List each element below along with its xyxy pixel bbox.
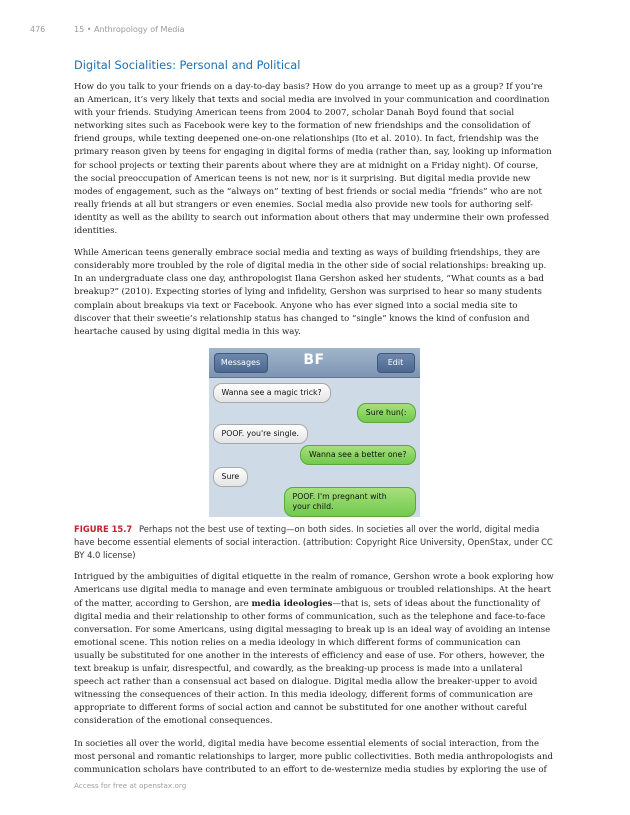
paragraph-3 [74,571,554,728]
figure-label: FIGURE 15.7 [74,523,133,534]
key-term-media-ideologies: media ideologies [251,598,333,609]
figure-caption [74,523,554,563]
footer-link[interactable]: Access for free at openstax.org [74,781,187,790]
messages-back-button: Messages [214,353,268,373]
messages-nav-bar [209,348,420,378]
message-bubble-outgoing: Sure hun(: [357,403,416,423]
message-bubble-incoming: Wanna see a magic trick? [213,383,331,403]
paragraph-3-text-end: —that is, sets of ideas about the functionality of digital media and their relationship to other forms of communication, such as the telephone and face-to-face conversation. For some Americans, using digital messaging to break up is an ideal way of avoiding an intense emotional scene. This notion relies on a media ideology in which different forms of communication can usually be substituted for one another in the interests of efficiency and ease of use. For others, however, the text breakup is unfair, disrespectful, and cowardly, as the breaking-up process is made into a unilateral speech act rather than a consensual act based on dialogue. Digital media allow the breaker-upper to avoid witnessing the consequences of their action. In this media ideology, different forms of communication are appropriate to different forms of social action and cannot be substituted for one another without careful consideration of the emotional consequences. [74,598,551,727]
running-head [30,25,600,34]
page-content [74,58,554,786]
figure-text-conversation [209,348,420,517]
conversation-title: BF [303,351,325,368]
message-bubble-incoming: POOF. you're single. [213,424,309,444]
chapter-title: 15 • Anthropology of Media [74,25,185,34]
caption-text: Perhaps not the best use of texting—on both sides. In societies all over the world, digital media have become essential elements of social interaction. (attribution: Copyright Rice University, OpenStax, under CC BY 4.0 license) [74,523,553,561]
edit-button: Edit [377,353,415,373]
paragraph-1: How do you talk to your friends on a day-to-day basis? How do you arrange to meet up as a group? If you’re an American, it’s very likely that texts and social media are involved in your communication and coordination with your friends. Studying American teens from 2004 to 2007, scholar Danah Boyd found that social networking sites such as Facebook were key to the formation of new friendships and the consolidation of friend groups, while texting deepened one-on-one relationships (Ito et al. 2010). In fact, friendship was the primary reason given by teens for engaging in digital forms of media (rather than, say, looking up information for school projects or texting their parents about where they are at midnight on a Friday night). Of course, the social preoccupation of American teens is not new, nor is it surprising. But digital media provide new modes of engagement, such as the “always on” texting of best friends or social media “friends” who are not really friends at all but strangers or even enemies. Social media also provide new tools for authoring self-identity as well as the ability to search out information about others that may undermine their own professed identities. [74,82,552,237]
paragraph-3-text-start: Intrigued by the ambiguities of digital etiquette in the realm of romance, Gershon wrote a book exploring how Americans use digital media to manage and even terminate ambiguous or troubled relationships. At the heart of the matter, according to Gershon, are [74,572,554,609]
message-bubble-incoming: Sure [213,467,249,487]
section-title: Digital Socialities: Personal and Political [74,58,301,72]
page-number: 476 [30,25,46,34]
message-bubble-outgoing: Wanna see a better one? [300,445,416,465]
message-bubble-outgoing: POOF. I'm pregnant with your child. [284,487,416,517]
paragraph-4: In societies all over the world, digital media have become essential elements of social interaction, from the most personal and romantic relationships to larger, more public collectivities. Both media anthropologists and communication scholars have contributed to an effort to de-westernize media studies by exploring the use of [74,738,553,775]
paragraph-2: While American teens generally embrace social media and texting as ways of building friendships, they are considerably more troubled by the role of digital media in the other side of social relationships: breaking up. In an undergraduate class one day, anthropologist Ilana Gershon asked her students, “What counts as a bad breakup?” (2010). Expecting stories of lying and infidelity, Gershon was surprised to hear so many students complain about breakups via text or Facebook. Anyone who has ever signed into a social media site to discover that their sweetie’s relationship status has changed to “single” knows the kind of confusion and heartache caused by using digital media in this way. [74,248,547,337]
